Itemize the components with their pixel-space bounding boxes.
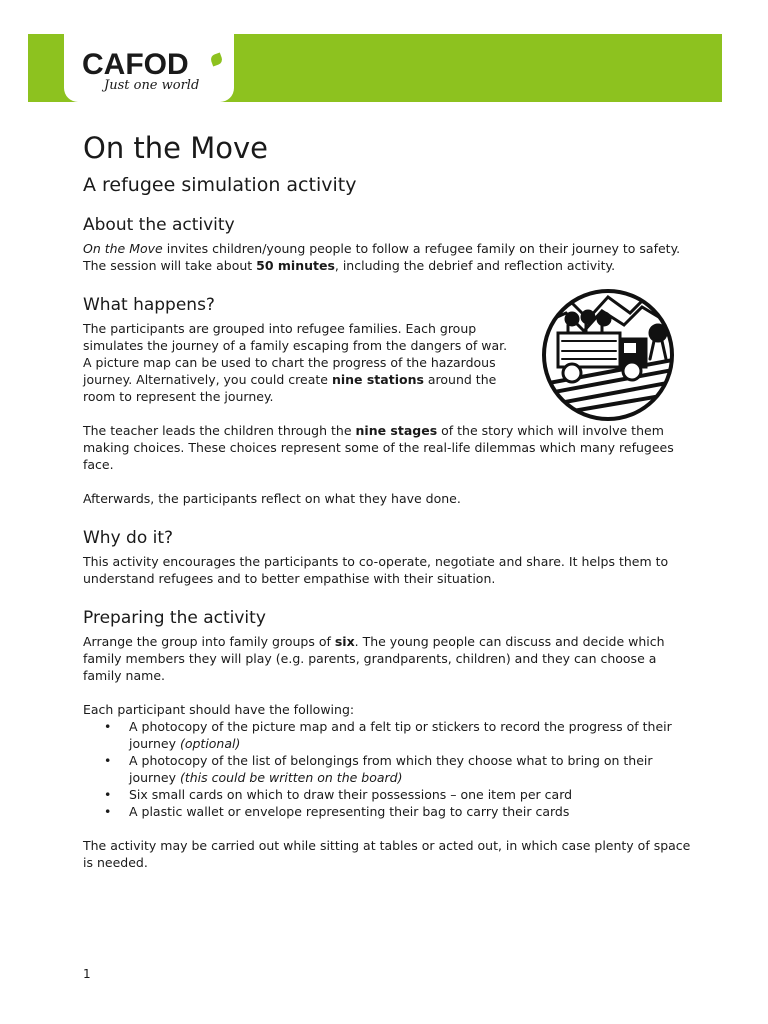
bold-text: 50 minutes	[256, 258, 335, 273]
paragraph	[83, 422, 693, 473]
text-run: . The young people can discuss and decide which family members they will play (e.g. parents, grandparents, children) and they can choose a family name.	[83, 634, 665, 683]
section-preparing	[83, 607, 693, 871]
section-about	[83, 214, 693, 274]
section-heading: About the activity	[83, 215, 235, 235]
refugee-truck-illustration	[538, 289, 678, 425]
paragraph: Afterwards, the participants reflect on what they have done.	[83, 491, 461, 506]
text-run: of the story which will involve them making choices. These choices represent some of the real-life dilemmas which many refugees face.	[83, 423, 674, 472]
text-run: Arrange the group into family groups of	[83, 634, 335, 649]
emphasis-text: On the Move	[83, 241, 163, 256]
section-heading: Why do it?	[83, 528, 174, 548]
paragraph: The activity may be carried out while sitting at tables or acted out, in which case plenty of space is needed.	[83, 838, 691, 870]
bullet-list	[83, 718, 693, 820]
page-subtitle: A refugee simulation activity	[83, 174, 357, 196]
text-run: , including the debrief and reflection activity.	[334, 258, 616, 273]
paragraph	[83, 633, 693, 684]
document-body	[83, 128, 693, 871]
section-heading: Preparing the activity	[83, 608, 266, 628]
page-title: On the Move	[83, 131, 269, 165]
text-run: The participants are grouped into refugee families. Each group simulates the journey of a family escaping from the dangers of war. A picture map can be used to chart the progress of the hazardous journey. Alternatively, you could create	[83, 321, 508, 387]
leaf-icon	[209, 52, 223, 66]
list-item: • A photocopy of the list of belongings from which they choose what to bring on their journey (this could be written on the board)	[83, 752, 693, 786]
bold-text: nine stations	[331, 372, 424, 387]
paragraph	[83, 320, 508, 405]
logo-wordmark: CAFOD	[82, 48, 189, 81]
bold-text: six	[334, 634, 355, 649]
list-item: • A plastic wallet or envelope representing their bag to carry their cards	[83, 803, 693, 820]
logo-tagline: Just one world	[104, 78, 200, 93]
text-run: invites children/young people to follow a refugee family on their journey to safety. The session will take about	[83, 241, 681, 273]
paragraph: Each participant should have the following:	[83, 702, 355, 717]
list-item: • Six small cards on which to draw their possessions – one item per card	[83, 786, 693, 803]
text-run: around the room to represent the journey.	[83, 372, 497, 404]
logo	[64, 34, 234, 102]
paragraph: This activity encourages the participants to co-operate, negotiate and share. It helps them to understand refugees and to better empathise with their situation.	[83, 554, 669, 586]
page-number: 1	[83, 967, 91, 981]
section-why	[83, 527, 693, 587]
text-run: The teacher leads the children through the	[83, 423, 356, 438]
list-item: • A photocopy of the picture map and a felt tip or stickers to record the progress of their journey (optional)	[83, 718, 693, 752]
paragraph	[83, 240, 693, 274]
bold-text: nine stages	[355, 423, 438, 438]
section-heading: What happens?	[83, 295, 215, 315]
